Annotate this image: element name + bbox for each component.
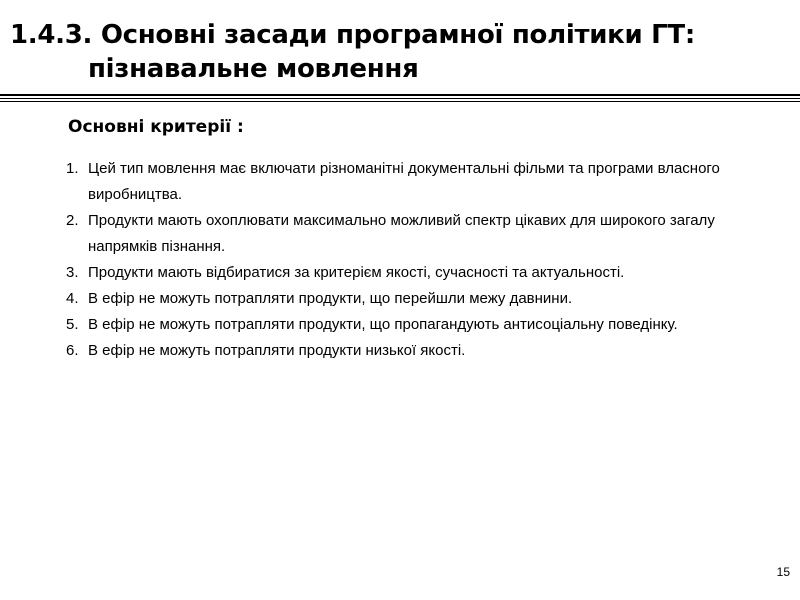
list-item: [66, 260, 746, 286]
list-item-number: 2.: [66, 212, 79, 229]
list-item-text: Продукти мають відбиратися за критерієм якості, сучасності та актуальності.: [88, 264, 625, 281]
list-item-text: Продукти мають охоплювати максимально можливий спектр цікавих для широкого загалу напрямків пізнання.: [88, 212, 715, 255]
slide-title: [10, 18, 790, 86]
list-item: [66, 208, 746, 260]
list-item-number: 5.: [66, 316, 79, 333]
slide-title-line-2: пізнавальне мовлення: [88, 54, 419, 84]
title-divider-thin-1: [0, 98, 800, 99]
title-divider-thick: [0, 94, 800, 96]
list-item-number: 3.: [66, 264, 79, 281]
list-item-number: 4.: [66, 290, 79, 307]
slide-title-line-1: 1.4.3. Основні засади програмної політики ГТ:: [10, 20, 695, 50]
list-item: [66, 156, 746, 208]
list-item-text: В ефір не можуть потрапляти продукти, що пропагандують антисоціальну поведінку.: [88, 316, 678, 333]
criteria-list: [66, 156, 746, 364]
list-item-number: 6.: [66, 342, 79, 359]
title-divider-thin-2: [0, 101, 800, 102]
section-subtitle: Основні критерії :: [68, 117, 244, 137]
list-item: [66, 338, 746, 364]
list-item: [66, 286, 746, 312]
list-item-text: В ефір не можуть потрапляти продукти, що перейшли межу давнини.: [88, 290, 573, 307]
page-number: 15: [776, 565, 790, 579]
list-item-text: Цей тип мовлення має включати різноманітні документальні фільми та програми власного виробництва.: [88, 160, 720, 203]
list-item: [66, 312, 746, 338]
list-item-number: 1.: [66, 160, 79, 177]
list-item-text: В ефір не можуть потрапляти продукти низької якості.: [88, 342, 466, 359]
